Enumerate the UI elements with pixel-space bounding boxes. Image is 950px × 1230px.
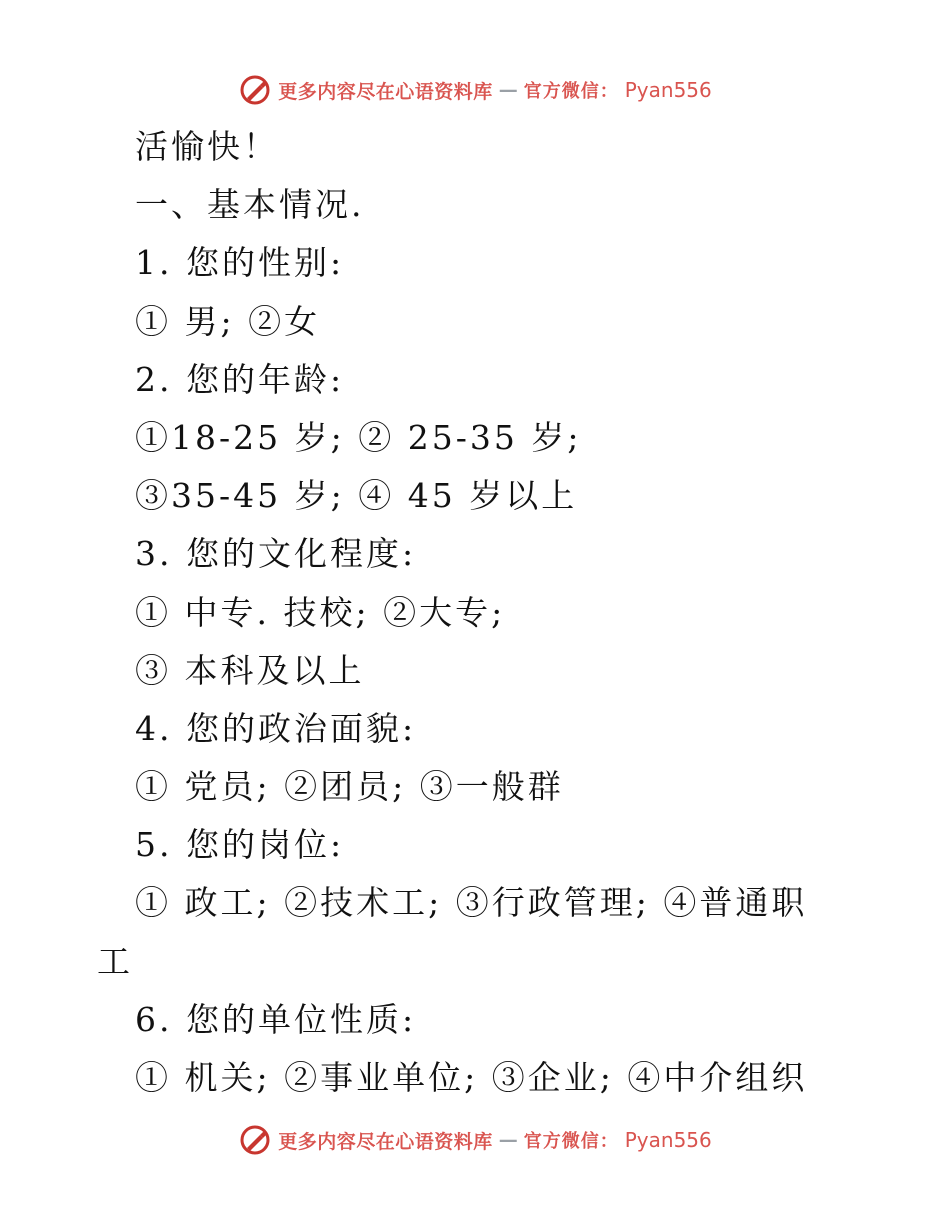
- watermark-wechat-id: Pyan556: [624, 78, 712, 102]
- pen-logo-icon: [238, 1123, 272, 1157]
- watermark-wechat-label: 官方微信：: [523, 1131, 619, 1152]
- watermark-wechat-label: 官方微信：: [523, 81, 619, 102]
- watermark-separator: —: [498, 79, 518, 101]
- text-line: 3. 您的文化程度:: [135, 534, 417, 574]
- text-line: ① 政工; ②技术工; ③行政管理; ④普通职: [135, 883, 808, 923]
- watermark-wechat-id: Pyan556: [624, 1128, 712, 1152]
- text-line: 2. 您的年龄:: [135, 359, 345, 399]
- document-body: [0, 118, 950, 1107]
- pen-logo-icon: [238, 73, 272, 107]
- text-line: 6. 您的单位性质:: [135, 999, 417, 1039]
- text-line: ① 机关; ②事业单位; ③企业; ④中介组织: [135, 1058, 808, 1097]
- text-line: ① 党员; ②团员; ③一般群: [135, 767, 564, 807]
- text-line: 1. 您的性别:: [135, 243, 345, 283]
- text-line: ③35-45 岁; ④ 45 岁以上: [135, 476, 578, 516]
- text-line: 工: [97, 941, 133, 981]
- text-line: 5. 您的岗位:: [135, 825, 345, 865]
- text-line: ③ 本科及以上: [135, 650, 365, 690]
- watermark-text: 更多内容尽在心语资料库: [278, 1130, 493, 1153]
- text-line: 一、基本情况.: [135, 185, 365, 225]
- text-line: ① 男; ②女: [135, 301, 321, 341]
- header-watermark: [0, 70, 950, 110]
- text-line: ① 中专. 技校; ②大专;: [135, 592, 506, 632]
- text-line: 活愉快！: [135, 127, 279, 166]
- watermark-text: 更多内容尽在心语资料库: [278, 80, 493, 103]
- watermark-separator: —: [498, 1129, 518, 1151]
- text-line: ①18-25 岁; ② 25-35 岁;: [135, 417, 582, 457]
- text-line: 4. 您的政治面貌:: [135, 708, 417, 748]
- footer-watermark: [0, 1120, 950, 1160]
